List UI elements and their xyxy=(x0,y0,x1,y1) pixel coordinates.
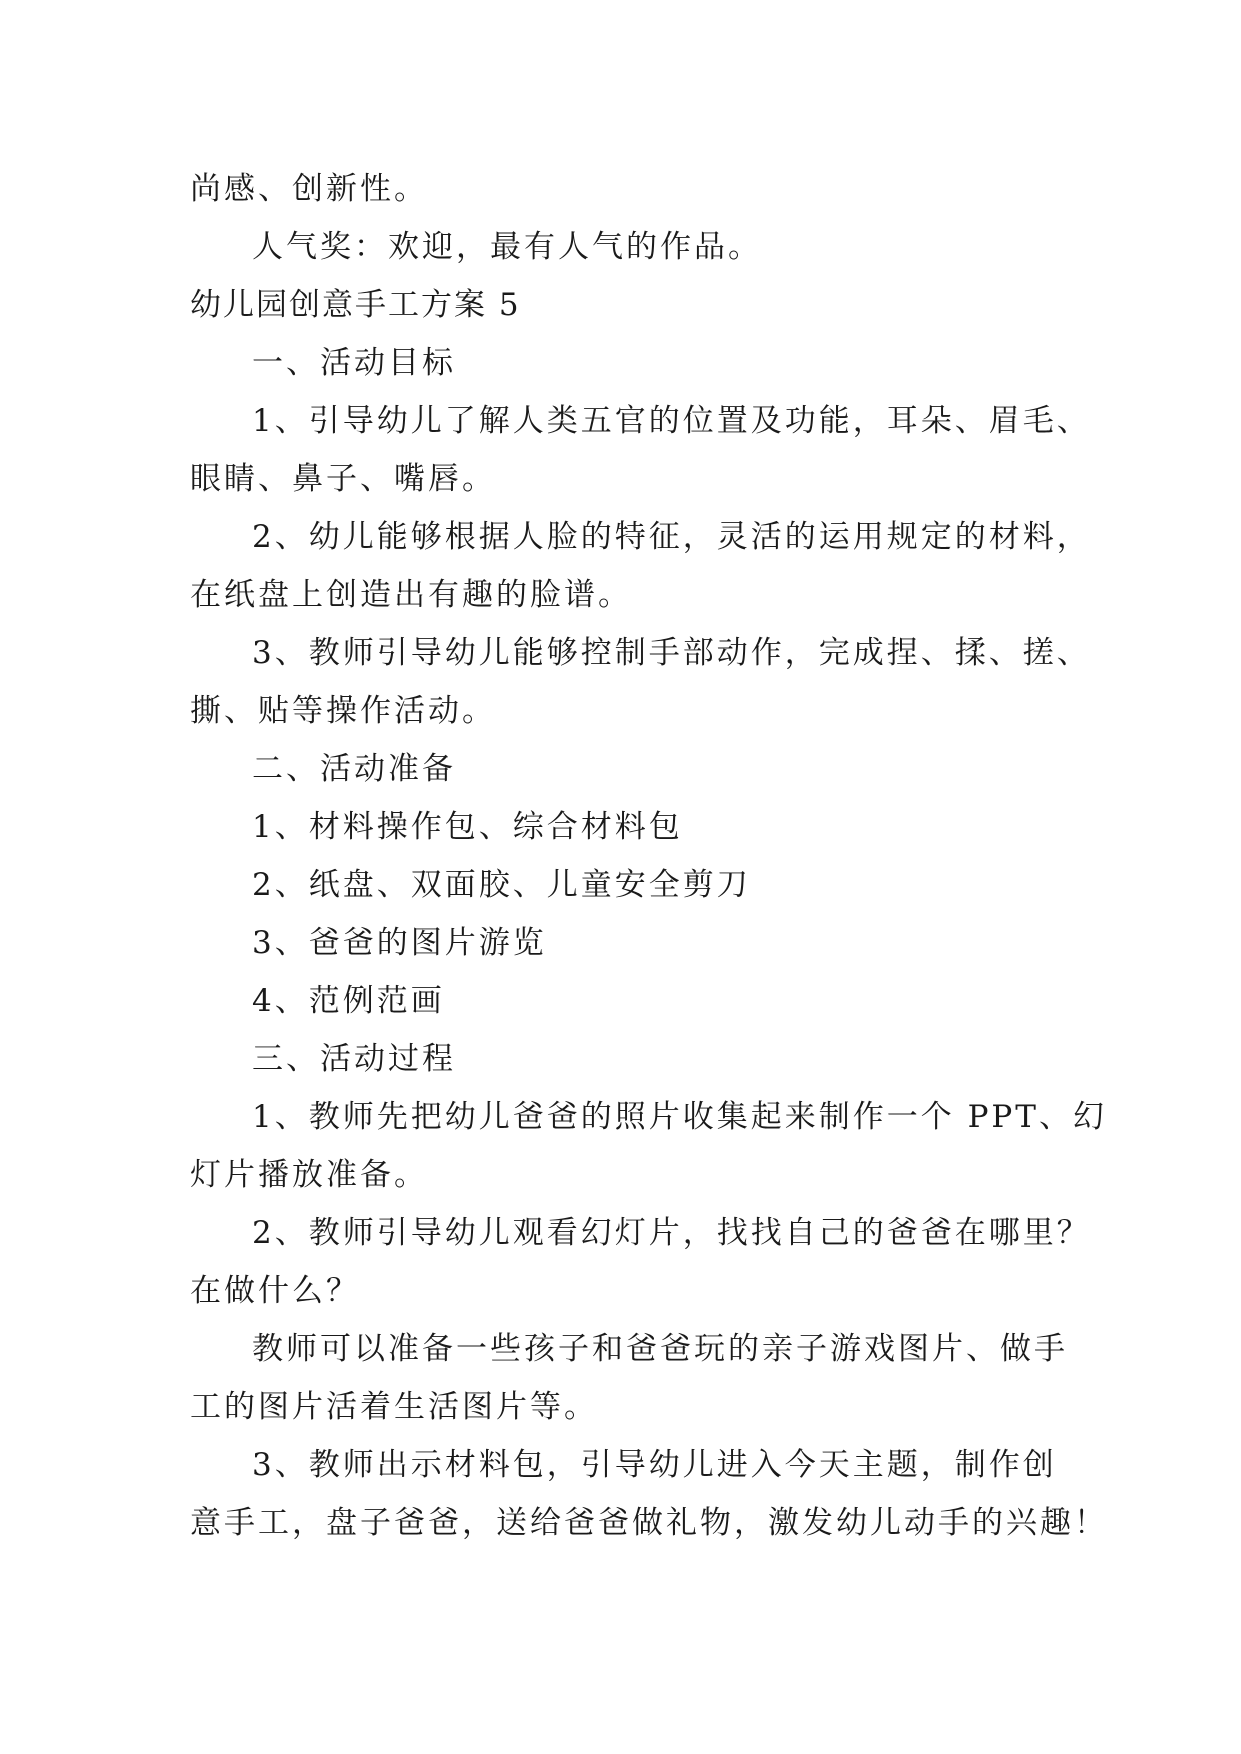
paragraph-line: 3、教师引导幼儿能够控制手部动作，完成捏、揉、搓、 xyxy=(252,635,1091,671)
paragraph-line: 2、幼儿能够根据人脸的特征，灵活的运用规定的材料， xyxy=(252,519,1091,555)
paragraph-line: 2、教师引导幼儿观看幻灯片，找找自己的爸爸在哪里？ xyxy=(252,1215,1091,1251)
paragraph-line: 3、爸爸的图片游览 xyxy=(252,925,547,961)
paragraph-line: 尚感、创新性。 xyxy=(190,171,428,207)
subsection-heading: 一、活动目标 xyxy=(252,345,456,381)
paragraph-line: 灯片播放准备。 xyxy=(190,1157,428,1193)
paragraph-line: 4、范例范画 xyxy=(252,983,445,1019)
paragraph-line: 撕、贴等操作活动。 xyxy=(190,693,496,729)
paragraph-line: 3、教师出示材料包，引导幼儿进入今天主题，制作创 xyxy=(252,1447,1057,1483)
paragraph-line: 教师可以准备一些孩子和爸爸玩的亲子游戏图片、做手 xyxy=(252,1331,1068,1367)
paragraph-line: 在纸盘上创造出有趣的脸谱。 xyxy=(190,577,632,613)
paragraph-line: 1、引导幼儿了解人类五官的位置及功能，耳朵、眉毛、 xyxy=(252,403,1091,439)
subsection-heading: 二、活动准备 xyxy=(252,751,456,787)
paragraph-line: 1、教师先把幼儿爸爸的照片收集起来制作一个 PPT、幻 xyxy=(252,1099,1107,1135)
paragraph-line: 眼睛、鼻子、嘴唇。 xyxy=(190,461,496,497)
paragraph-line: 2、纸盘、双面胶、儿童安全剪刀 xyxy=(252,867,751,903)
subsection-heading: 三、活动过程 xyxy=(252,1041,456,1077)
paragraph-line: 工的图片活着生活图片等。 xyxy=(190,1389,598,1425)
section-title: 幼儿园创意手工方案 5 xyxy=(190,287,521,323)
paragraph-line: 在做什么？ xyxy=(190,1273,360,1309)
document-body xyxy=(190,160,1108,1552)
paragraph-line: 意手工，盘子爸爸，送给爸爸做礼物，激发幼儿动手的兴趣！ xyxy=(190,1505,1108,1541)
paragraph-line: 1、材料操作包、综合材料包 xyxy=(252,809,683,845)
paragraph-line: 人气奖：欢迎，最有人气的作品。 xyxy=(252,229,762,265)
